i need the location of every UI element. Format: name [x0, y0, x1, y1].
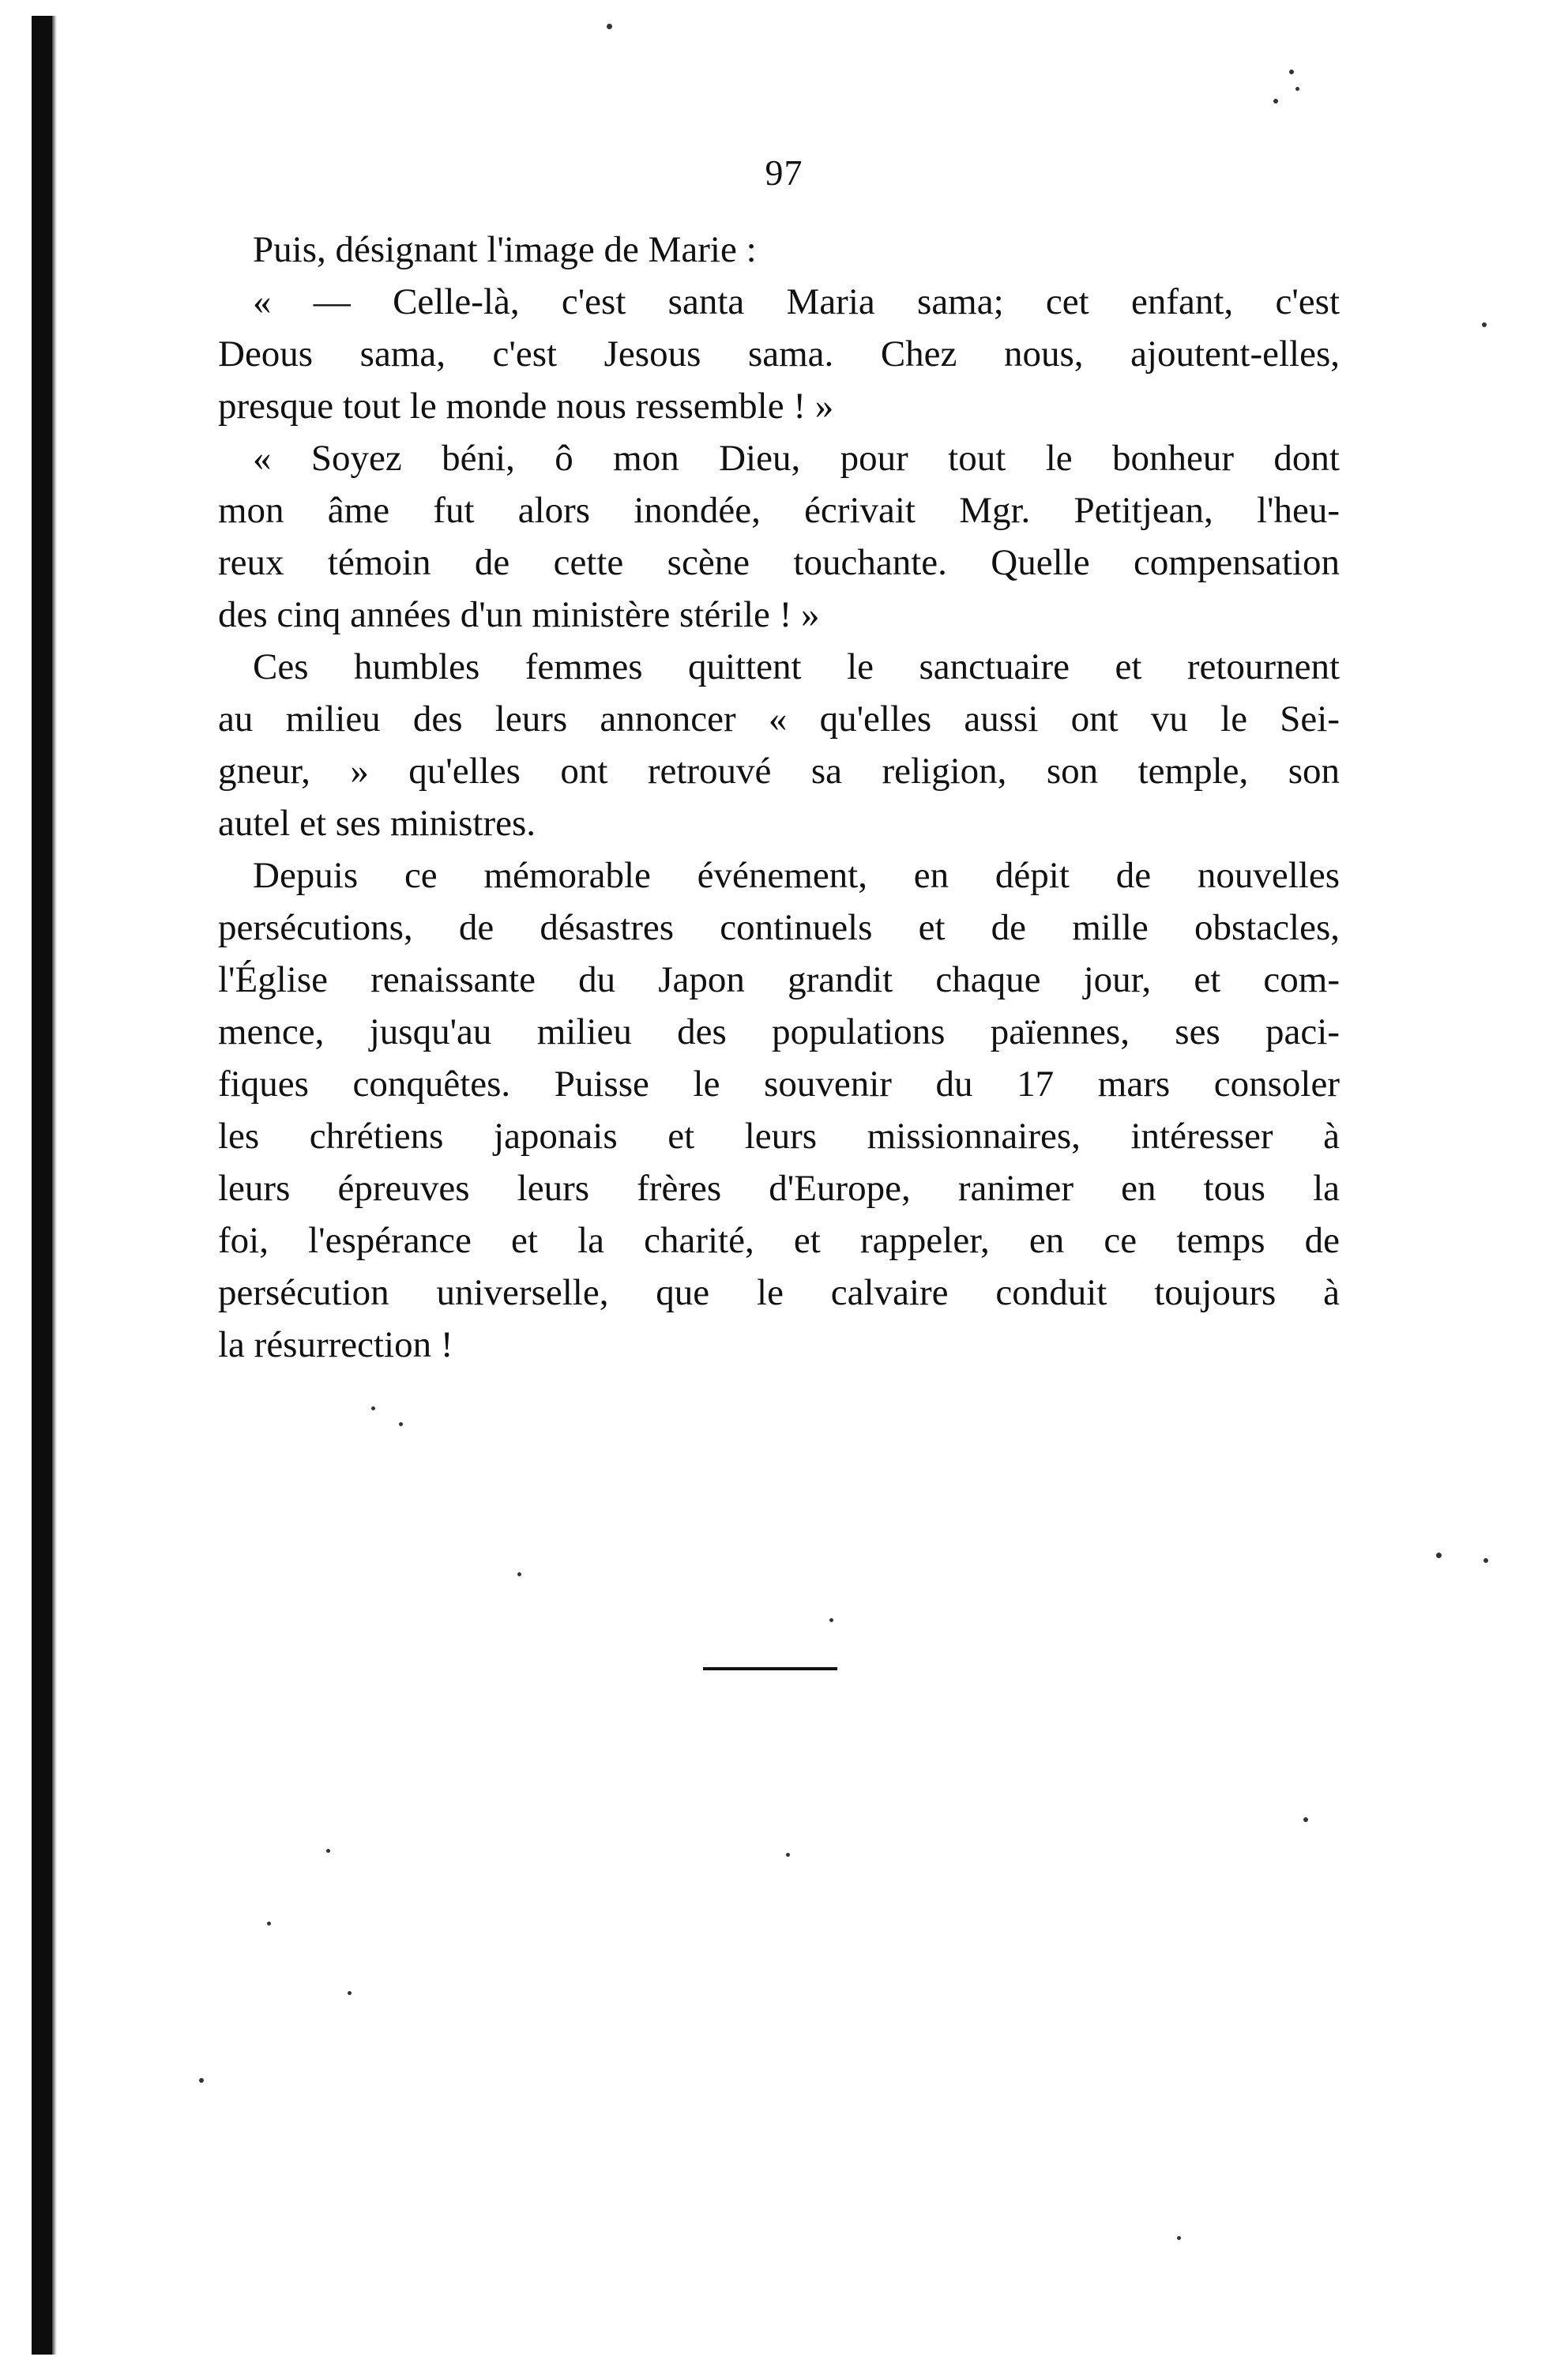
end-rule [703, 1667, 837, 1670]
body-text [218, 224, 1340, 1371]
scan-speck [199, 2078, 204, 2083]
scan-speck [1482, 322, 1487, 327]
text-line: mence, jusqu'au milieu des populations païennes, ses paci- [218, 1011, 1340, 1052]
paragraph-2 [218, 276, 1340, 432]
scan-speck [371, 1406, 375, 1410]
scan-speck [1483, 1558, 1488, 1563]
text-line: Deous sama, c'est Jesous sama. Chez nous, ajoutent-elles, [218, 333, 1340, 375]
scan-speck [326, 1849, 330, 1853]
text-line: la résurrection ! [218, 1324, 453, 1365]
text-line: fiques conquêtes. Puisse le souvenir du 17 mars consoler [218, 1064, 1340, 1105]
text-line: l'Église renaissante du Japon grandit chaque jour, et com- [218, 959, 1340, 1000]
paragraph-3 [218, 432, 1340, 641]
page-spine-edge [52, 16, 57, 2355]
text-line: « Soyez béni, ô mon Dieu, pour tout le bonheur dont [253, 438, 1340, 479]
text-line: persécutions, de désastres continuels et de mille obstacles, [218, 907, 1340, 948]
scan-speck [1273, 99, 1278, 104]
text-line: presque tout le monde nous ressemble ! » [218, 386, 834, 427]
scan-speck [829, 1618, 833, 1622]
paragraph-5 [218, 849, 1340, 1371]
scan-speck [1289, 70, 1294, 74]
paragraph-4 [218, 641, 1340, 849]
text-line: mon âme fut alors inondée, écrivait Mgr. Petitjean, l'heu- [218, 490, 1340, 531]
scan-speck [1177, 2236, 1181, 2240]
page-number: 97 [765, 152, 803, 193]
scan-speck [1295, 87, 1299, 91]
scan-speck [786, 1853, 790, 1857]
text-line: au milieu des leurs annoncer « qu'elles aussi ont vu le Sei- [218, 698, 1340, 740]
text-line: Ces humbles femmes quittent le sanctuaire et retournent [253, 646, 1340, 687]
text-line: persécution universelle, que le calvaire conduit toujours à [218, 1272, 1340, 1313]
text-line: reux témoin de cette scène touchante. Quelle compensation [218, 542, 1340, 583]
scan-speck [399, 1422, 403, 1426]
scan-speck [517, 1572, 521, 1576]
text-line: leurs épreuves leurs frères d'Europe, ranimer en tous la [218, 1168, 1340, 1209]
scan-speck [607, 24, 612, 29]
text-line: autel et ses ministres. [218, 803, 536, 844]
scan-speck [1303, 1817, 1308, 1822]
text-line: Depuis ce mémorable événement, en dépit de nouvelles [253, 855, 1340, 896]
scan-speck [267, 1922, 271, 1926]
text-line: foi, l'espérance et la charité, et rappeler, en ce temps de [218, 1220, 1340, 1261]
text-line: gneur, » qu'elles ont retrouvé sa religion, son temple, son [218, 751, 1340, 792]
text-line: Puis, désignant l'image de Marie : [253, 229, 757, 270]
text-line: des cinq années d'un ministère stérile ! » [218, 594, 820, 635]
text-line: les chrétiens japonais et leurs missionnaires, intéresser à [218, 1116, 1340, 1157]
scan-speck [348, 1991, 352, 1995]
scan-speck [1436, 1553, 1442, 1558]
paragraph-1 [218, 224, 1340, 276]
text-line: « — Celle-là, c'est santa Maria sama; cet enfant, c'est [253, 281, 1340, 322]
page-spine-shadow [32, 16, 52, 2355]
